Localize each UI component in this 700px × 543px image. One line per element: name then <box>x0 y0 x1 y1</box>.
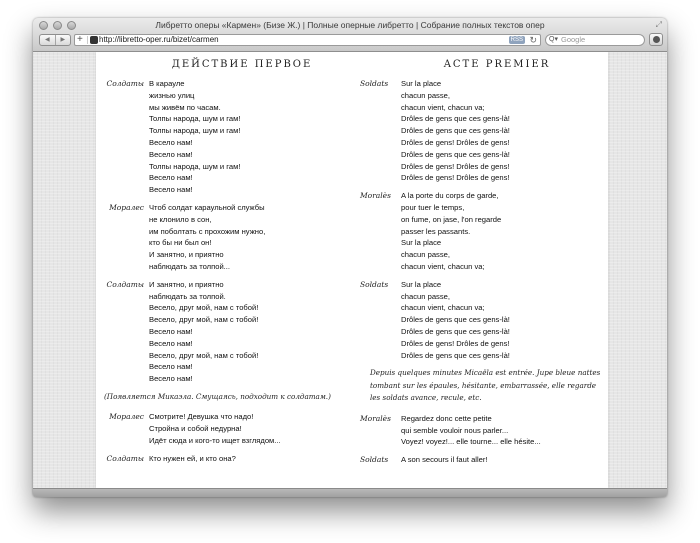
lyric-line: Толпы народа, шум и гам! <box>149 114 241 124</box>
speaker-name: Soldats <box>360 79 389 88</box>
french-column <box>360 58 604 472</box>
lyrics-lines <box>149 202 265 273</box>
lyric-line: Sur la place <box>401 79 442 88</box>
downloads-button[interactable] <box>649 33 663 46</box>
titlebar <box>33 18 667 52</box>
search-input[interactable] <box>545 34 645 46</box>
lyrics-lines <box>401 454 488 466</box>
web-content <box>33 52 667 488</box>
lyric-line: Sur la place <box>401 238 442 248</box>
ru-blocks-after <box>104 411 340 464</box>
fr-blocks <box>360 78 604 361</box>
lyrics-lines <box>401 279 510 362</box>
address-bar[interactable] <box>74 34 541 46</box>
lyric-line: наблюдать за толпой. <box>149 291 226 301</box>
dialogue-block <box>104 279 340 385</box>
lyric-line: Drôles de gens que ces gens-là! <box>401 114 510 124</box>
dialogue-block <box>360 78 604 184</box>
lyric-line: on fume, on jase, l'on regarde <box>401 214 502 224</box>
lyric-line: Стройна и собой недурна! <box>149 424 242 434</box>
act-title-fr: ACTE PREMIER <box>443 59 551 70</box>
lyric-line: chacun passe, <box>401 291 450 301</box>
lyrics-lines <box>149 453 236 465</box>
lyric-line: Voyez! voyez!... elle tourne... elle hésite... <box>401 437 541 447</box>
lyric-line: В карауле <box>149 79 185 88</box>
speaker-name: Моралес <box>109 412 144 422</box>
lyric-line: жизнью улиц <box>149 90 195 100</box>
favicon-icon <box>90 36 98 44</box>
lyric-line: Drôles de gens que ces gens-là! <box>401 149 510 159</box>
download-icon <box>653 36 660 43</box>
divider <box>87 36 88 44</box>
lyric-line: Drôles de gens! Drôles de gens! <box>401 173 510 183</box>
lyric-line: Drôles de gens! Drôles de gens! <box>401 161 510 171</box>
lyrics-lines <box>149 411 281 446</box>
lyric-line: Drôles de gens que ces gens-là! <box>401 126 510 136</box>
lyrics-lines <box>401 190 501 273</box>
speaker-name: Moralès <box>360 191 391 201</box>
search-placeholder: Google <box>561 35 586 44</box>
back-button[interactable]: ◀ <box>40 35 56 45</box>
stage-direction-ru: (Появляется Микаэла. Смущаясь, подходит к солдатам.) <box>104 391 331 401</box>
lyric-line: Весело нам! <box>149 137 193 147</box>
lyric-line: наблюдать за толпой... <box>149 261 231 271</box>
lyrics-lines <box>149 78 240 196</box>
lyric-line: кто бы ни был он! <box>149 238 212 248</box>
lyric-line: A son secours il faut aller! <box>401 455 488 465</box>
lyric-line: Весело, друг мой, нам с тобой! <box>149 350 259 360</box>
dialogue-block <box>104 78 340 196</box>
lyric-line: Весело нам! <box>149 374 193 384</box>
lyric-line: Смотрите! Девушка что надо! <box>149 412 254 422</box>
fullscreen-icon[interactable]: ⤢ <box>655 20 662 29</box>
lyric-line: A la porte du corps de garde, <box>401 191 499 201</box>
speaker-name: Солдаты <box>106 279 144 289</box>
speaker-name: Солдаты <box>106 453 144 463</box>
lyric-line: Весело, друг мой, нам с тобой! <box>149 303 259 313</box>
dialogue-block <box>360 413 604 448</box>
speaker-name: Soldats <box>360 279 389 289</box>
nav-buttons <box>39 34 71 46</box>
lyric-line: Весело нам! <box>149 185 193 195</box>
lyric-line: Толпы народа, шум и гам! <box>149 126 241 136</box>
lyric-line: мы живём по часам. <box>149 102 221 112</box>
lyric-line: chacun vient, chacun va; <box>401 102 485 112</box>
lyric-line: Кто нужен ей, и кто она? <box>149 453 236 463</box>
libretto-page <box>96 52 608 488</box>
url-text[interactable]: http://libretto-oper.ru/bizet/carmen <box>99 35 219 44</box>
lyric-line: Чтоб солдат караульной службы <box>149 202 265 212</box>
add-bookmark-icon[interactable]: + <box>77 34 83 45</box>
lyric-line: им поболтать с прохожим нужно, <box>149 226 266 236</box>
rss-button[interactable]: RSS <box>510 37 523 43</box>
lyric-line: И занятно, и приятно <box>149 279 224 289</box>
lyric-line: Drôles de gens! Drôles de gens! <box>401 137 510 147</box>
stage-direction-fr: Depuis quelques minutes Micaëla est entrée. Jupe bleue nattes tombant sur les épaules, hésitante, embarrassée, elle regarde les soldats avance, recule, etc. <box>370 368 601 403</box>
lyric-line: не клонило в сон, <box>149 214 212 224</box>
lyric-line: Drôles de gens que ces gens-là! <box>401 350 510 360</box>
forward-button[interactable]: ▶ <box>60 37 66 43</box>
speaker-name: Солдаты <box>106 79 144 88</box>
lyric-line: pour tuer le temps, <box>401 202 465 212</box>
lyric-line: Идёт сюда и кого-то ищет взглядом... <box>149 436 281 446</box>
lyric-line: chacun vient, chacun va; <box>401 261 485 271</box>
lyric-line: Весело, друг мой, нам с тобой! <box>149 315 259 325</box>
lyric-line: Весело нам! <box>149 149 193 159</box>
window-title: Либретто оперы «Кармен» (Бизе Ж.) | Полные оперные либретто | Собрание полных текстов опер <box>155 20 545 30</box>
lyric-line: Весело нам! <box>149 326 193 336</box>
lyrics-lines <box>149 279 258 385</box>
dialogue-block <box>360 190 604 273</box>
lyric-line: Весело нам! <box>149 173 193 183</box>
act-title-ru: ДЕЙСТВИЕ ПЕРВОЕ <box>171 59 313 70</box>
dialogue-block <box>360 279 604 362</box>
lyric-line: chacun passe, <box>401 90 450 100</box>
lyric-line: chacun vient, chacun va; <box>401 303 485 313</box>
lyrics-lines <box>401 78 510 184</box>
fr-blocks-after <box>360 413 604 466</box>
reload-icon[interactable]: ↻ <box>529 35 537 45</box>
dialogue-block <box>360 454 604 466</box>
lyric-line: Regardez donc cette petite <box>401 413 492 423</box>
dialogue-block <box>104 411 340 446</box>
lyric-line: И занятно, и приятно <box>149 250 224 260</box>
lyric-line: Весело нам! <box>149 338 193 348</box>
speaker-name: Soldats <box>360 455 389 465</box>
lyrics-lines <box>401 413 541 448</box>
lyric-line: chacun passe, <box>401 250 450 260</box>
russian-column <box>104 58 340 471</box>
speaker-name: Moralès <box>360 413 391 423</box>
lyric-line: Drôles de gens que ces gens-là! <box>401 315 510 325</box>
lyric-line: Drôles de gens que ces gens-là! <box>401 326 510 336</box>
lyric-line: passer les passants. <box>401 226 471 236</box>
dialogue-block <box>104 202 340 273</box>
lyric-line: qui semble vouloir nous parler... <box>401 425 509 435</box>
lyric-line: Весело нам! <box>149 362 193 372</box>
lyric-line: Sur la place <box>401 279 442 289</box>
search-icon[interactable]: Q▾ <box>549 36 558 43</box>
browser-window <box>33 18 667 497</box>
lyric-line: Drôles de gens! Drôles de gens! <box>401 338 510 348</box>
dialogue-block <box>104 453 340 465</box>
lyric-line: Толпы народа, шум и гам! <box>149 161 241 171</box>
speaker-name: Моралес <box>109 202 144 212</box>
status-bar <box>33 488 667 497</box>
ru-blocks <box>104 78 340 385</box>
